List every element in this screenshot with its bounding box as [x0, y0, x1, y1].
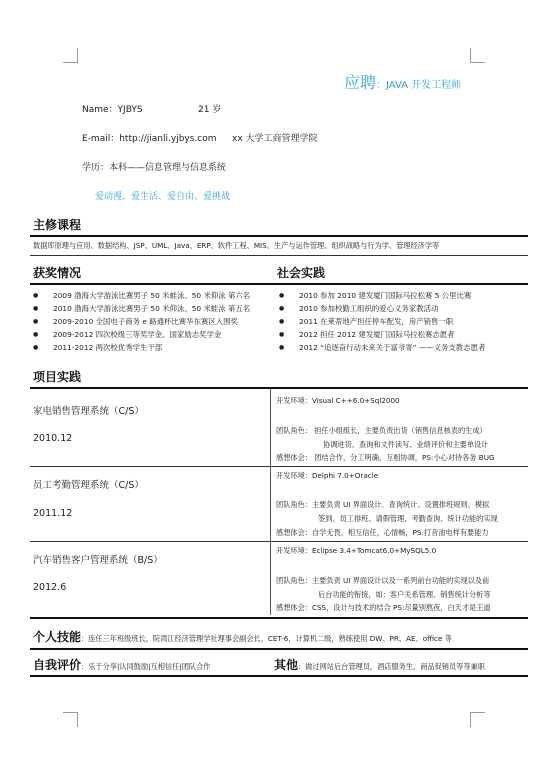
project-feel: 感想体会： 团结合作，分工明确，互相协调，PS:小心对待各务 BUG: [276, 453, 495, 462]
corner-mark-top-left: [63, 48, 78, 63]
project-env: 开发环境：Visual C++6.0+Sql2000: [276, 396, 400, 405]
project-role-cont: 协调进货、查询和文件读写、业绩评价和主要单设计: [323, 440, 489, 449]
bottom-divider: [30, 675, 528, 677]
project-role: 团队角色： 担任小组组长，主要负责出货（销售信息核表的生成）: [276, 426, 487, 435]
list-item: ● 2009-2012 四次校级三等奖学金、国家励志奖学金: [33, 328, 250, 341]
list-item: ● 2009-2010 全国电子商务 e 路通杯比赛华东赛区入围奖: [33, 315, 250, 328]
project-role: 团队角色：主要负责 UI 界面设计以及一系列前台功能的实现以及前: [276, 576, 490, 585]
list-item: ● 2012 担任 2012 建发厦门国际马拉松赛志愿者: [279, 328, 485, 341]
awards-divider: [30, 283, 528, 285]
list-item: ● 2010 渤海大学游泳比赛男子 50 米仰泳、50 米蛙泳 第五名: [33, 302, 250, 315]
list-item: ● 2009 渤海大学游泳比赛男子 50 米蛙泳、50 米仰泳 第六名: [33, 289, 250, 302]
project-name: 员工考勤管理系统（C/S）: [33, 480, 144, 491]
awards-heading: 获奖情况: [33, 266, 82, 280]
name-field: Name：YJBYS: [82, 105, 143, 115]
email-field: E-mail：http://jianli.yjbys.com: [82, 134, 217, 144]
skills-heading: 个人技能: [33, 630, 82, 644]
education-field: 学历：本科——信息管理与信息系统: [82, 163, 227, 173]
social-heading: 社会实践: [277, 266, 326, 280]
project-role-cont: 签到、员工排班、请假管理、考勤查询、统计功能的实现: [318, 514, 498, 523]
project-role-cont: 后台功能的衔接，如：客户关系管理、销售统计分析等: [318, 590, 491, 599]
project-divider: [30, 541, 528, 542]
skills-divider: [30, 617, 528, 619]
project-env: 开发环境：Delphi 7.0+Oracle: [276, 471, 379, 480]
project-feel: 感想体会：自学无畏，相互信任，心情畅，PS:打音油电样有要能力: [276, 528, 489, 537]
project-date: 2011.12: [33, 508, 73, 519]
self-eval-text: ：乐于分享|认同鼓励|互相信任|团队合作: [81, 662, 211, 671]
header-title: 应聘: [344, 73, 377, 92]
list-item: ● 2011-2012 两次校优秀学生干部: [33, 341, 250, 354]
list-item: ● 2012 “追逐奋行动未来关于富爷寄” ——义务支教志愿者: [279, 341, 485, 354]
project-date: 2010.12: [33, 433, 73, 444]
projects-divider: [30, 387, 528, 389]
courses-heading: 主修课程: [33, 218, 82, 232]
list-item: ● 2010 参加 2010 建发厦门国际马拉松赛 5 公里比赛: [279, 289, 485, 302]
corner-mark-bottom-right: [470, 712, 485, 727]
school-field: xx 大学工商管理学院: [232, 134, 318, 144]
project-feel: 感想体会：CSS，设计与技术的结合 PS:尽量别熬夜，白天才是王道: [276, 603, 491, 612]
age-field: 21 岁: [198, 105, 222, 115]
project-role: 团队角色：主要负责 UI 界面设计、查询统计、设置排班规则、模拟: [276, 500, 490, 509]
list-item: ● 2010 参加校勤工组织的爱心义务家教活动: [279, 302, 485, 315]
courses-divider: [30, 235, 528, 237]
other-row: [274, 656, 485, 673]
projects-heading: 项目实践: [33, 370, 82, 384]
project-divider: [30, 466, 528, 467]
corner-mark-bottom-left: [63, 712, 78, 727]
project-env: 开发环境：Eclipse 3.4+Tomcat6.0+MySQL5.0: [276, 546, 437, 555]
courses-text: 数据库原理与应用、数据结构、JSP、UML、Java、ERP、软件工程、MIS、生产与运作管理、组织战略与行为学、管理经济学等: [33, 241, 440, 250]
courses-bottom-divider: [30, 255, 528, 256]
skills-text: ：连任三年班级班长，院湾江经济管理学社理事会副会长，CET-6，计算机二级，熟练使用 DW、PR、AE、office 等: [81, 634, 452, 643]
social-list: [279, 289, 485, 354]
awards-list: [33, 289, 250, 354]
resume-header: [344, 70, 461, 93]
skills-bottom-divider: [30, 648, 528, 650]
project-name: 汽车销售客户管理系统（B/S）: [33, 555, 163, 566]
project-name: 家电销售管理系统（C/S）: [33, 406, 144, 417]
header-position: ：JAVA 开发工程师: [376, 80, 462, 91]
corner-mark-top-right: [470, 48, 485, 63]
other-heading: 其他: [274, 658, 299, 672]
project-date: 2012.6: [33, 582, 67, 593]
projects-column-divider: [270, 389, 271, 615]
self-eval-heading: 自我评价: [33, 658, 82, 672]
list-item: ● 2011 在莱蒂地产担任停车配发，房产销售一职: [279, 315, 485, 328]
skills-row: [33, 628, 452, 645]
self-eval-row: [33, 656, 210, 673]
other-text: ：做过网站后台管理员，酒店服务生，商品促销员等等兼职: [298, 662, 485, 671]
hobbies-text: 爱动漫、爱生活、爱自由、爱挑战: [95, 192, 231, 202]
